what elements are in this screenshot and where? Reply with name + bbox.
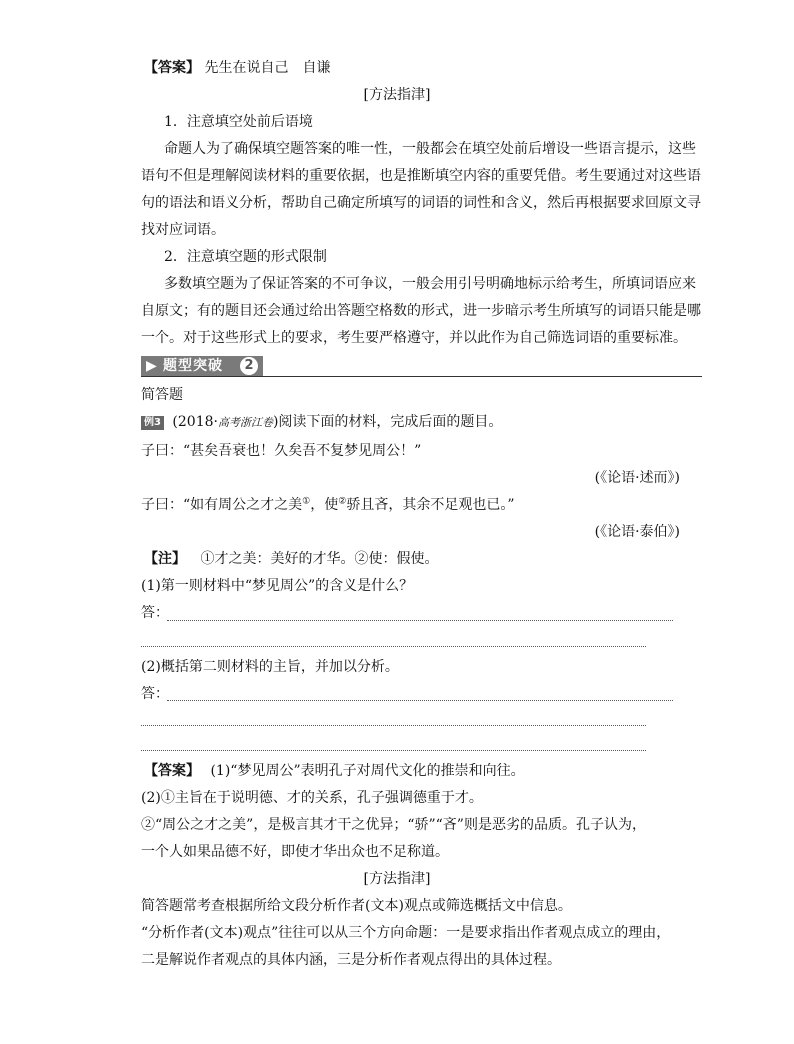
- section-banner: [141, 356, 702, 378]
- para1-line1: 命题人为了确保填空题答案的唯一性，一般都会在填空处前后增设一些语言提示，这些: [164, 141, 696, 157]
- answer-text: 先生在说自己 自谦: [204, 60, 331, 76]
- note-line: [144, 550, 438, 568]
- answer-1: (1)“梦见周公”表明孔子对周代文化的推崇和向往。: [210, 763, 525, 779]
- answer-2: (2)①主旨在于说明德、才的关系，孔子强调德重于才。: [141, 790, 483, 806]
- banner-rule: [141, 376, 702, 377]
- para2-line2: 自原文；有的题目还会通过给出答题空格数的形式，进一步暗示考生所填写的词语只能是哪: [141, 303, 701, 319]
- point1-title: 1．注意填空处前后语境: [164, 114, 313, 130]
- banner-box: [141, 356, 263, 376]
- answer-line-2b[interactable]: [141, 725, 646, 726]
- answer-label: 【答案】: [144, 60, 200, 76]
- para1-line4: 找对应词语。: [141, 222, 225, 238]
- banner-title: 题型突破: [163, 358, 223, 374]
- arrow-icon: ▶: [146, 358, 157, 374]
- quote2-source: (《论语·泰伯》): [594, 524, 680, 540]
- method-heading: [方法指津]: [363, 87, 431, 103]
- answer-line-1a[interactable]: [167, 620, 673, 621]
- answer-3-line1: ②“周公之才之美”，是极言其才干之优异；“骄”“吝”则是恶劣的品质。孔子认为，: [141, 817, 646, 833]
- quote1: 子曰：“甚矣吾衰也！久矣吾不复梦见周公！”: [141, 443, 422, 459]
- para2-line1: 多数填空题为了保证答案的不可争议，一般会用引号明确地标示给考生，所填词语应来: [164, 276, 696, 292]
- answer-line: [144, 59, 330, 77]
- example-tag: 例3: [141, 416, 164, 430]
- quote2-part-b: ，使: [310, 497, 339, 513]
- answer-line-2a[interactable]: [167, 700, 673, 701]
- number-circle-icon: 2: [240, 357, 258, 375]
- footnote-ref-2: ②: [338, 496, 347, 507]
- quote1-source: (《论语·述而》): [594, 470, 680, 486]
- example-source: 高考浙江卷: [217, 416, 273, 429]
- method-line-2: “分析作者(文本)观点”往往可以从三个方向命题：一是要求指出作者观点成立的理由，: [141, 925, 671, 941]
- footnote-ref-1: ①: [302, 496, 311, 507]
- answer-prefix-1: 答：: [141, 605, 169, 621]
- example-prompt: )阅读下面的材料，完成后面的题目。: [272, 414, 503, 430]
- note-text: ①才之美：美好的才华。②使：假使。: [200, 551, 439, 567]
- answer-3-line2: 一个人如果品德不好，即使才华出众也不足称道。: [141, 844, 449, 860]
- example-year: (2018·: [172, 414, 218, 430]
- para1-line3: 句的语法和语义分析，帮助自己确定所填写的词语的词性和含义，然后再根据要求回原文寻: [141, 195, 701, 211]
- answer-1-line: [144, 762, 525, 780]
- para1-line2: 语句不但是理解阅读材料的重要依据，也是推断填空内容的重要凭借。考生要通过对这些语: [141, 168, 701, 184]
- example-line: [141, 413, 502, 432]
- method-heading-2: [方法指津]: [363, 871, 431, 887]
- quote2-part-c: 骄且吝，其余不足观也已。”: [346, 497, 515, 513]
- answer-prefix-2: 答：: [141, 686, 169, 702]
- question-2: (2)概括第二则材料的主旨，并加以分析。: [141, 659, 399, 675]
- method-line-3: 二是解说作者观点的具体内涵，三是分析作者观点得出的具体过程。: [141, 952, 561, 968]
- answer-line-1b[interactable]: [141, 646, 646, 647]
- para2-line3: 一个。对于这些形式上的要求，考生要严格遵守，并以此作为自己筛选词语的重要标准。: [141, 330, 687, 346]
- method-line-1: 简答题常考查根据所给文段分析作者(文本)观点或筛选概括文中信息。: [141, 898, 572, 914]
- point2-title: 2．注意填空题的形式限制: [164, 249, 327, 265]
- answer-line-2c[interactable]: [141, 750, 646, 751]
- quote2-part-a: 子曰：“如有周公之才之美: [141, 497, 303, 513]
- note-label: 【注】: [144, 551, 186, 567]
- answer-label-2: 【答案】: [144, 763, 200, 779]
- question-type-label: 简答题: [141, 387, 183, 403]
- quote2: [141, 496, 515, 514]
- question-1: (1)第一则材料中“梦见周公”的含义是什么？: [141, 578, 414, 594]
